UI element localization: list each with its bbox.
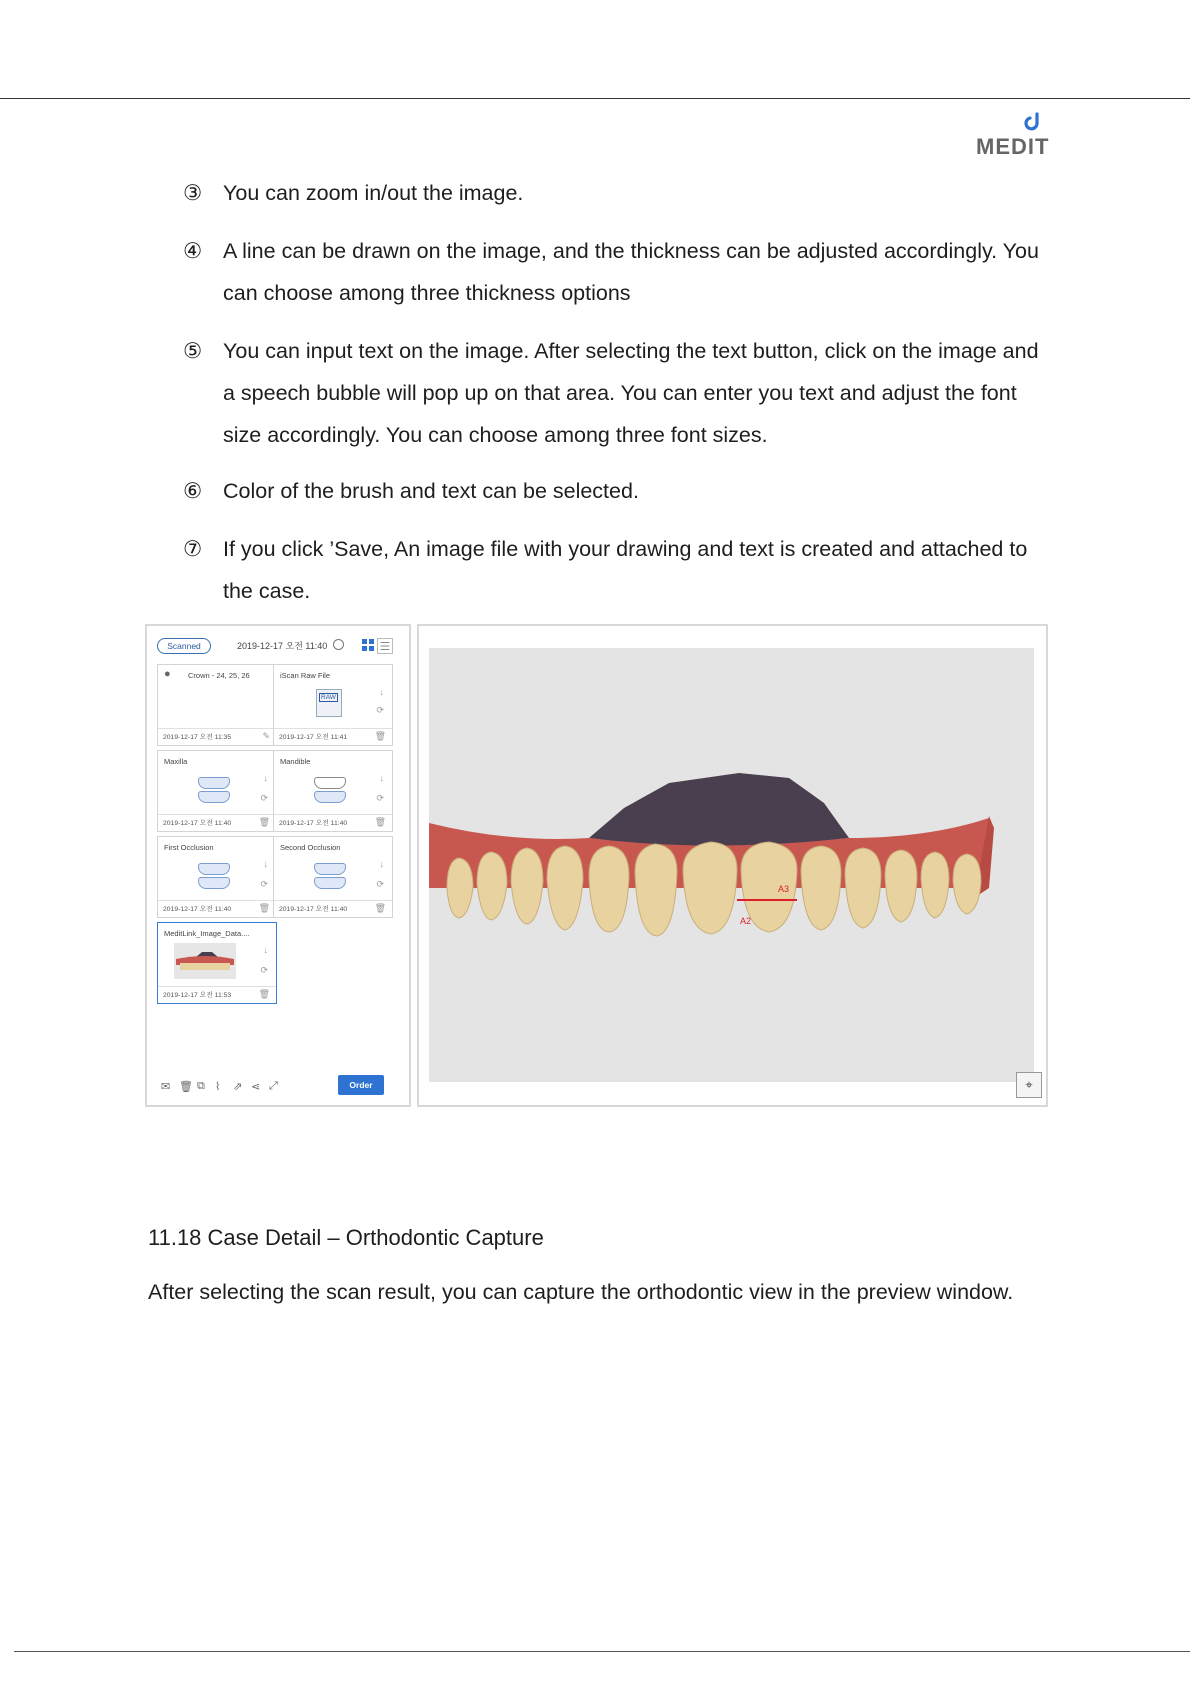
raw-badge: RAW [321, 694, 336, 701]
download-icon[interactable]: ↓ [263, 859, 268, 869]
card-title: iScan Raw File [280, 671, 331, 680]
file-card-mandible[interactable] [273, 750, 393, 832]
edit-icon[interactable]: ✎ [262, 731, 270, 741]
file-card-raw[interactable] [273, 664, 393, 746]
card-title: Second Occlusion [280, 843, 341, 852]
step-number: ⑤ [183, 339, 203, 363]
sync-icon[interactable]: ⟳ [376, 879, 384, 889]
step-text: If you click ’Save, An image file with your drawing and text is created and attached to the case. [223, 537, 1028, 603]
step-5 [183, 330, 1053, 456]
download-icon[interactable]: ↓ [263, 945, 268, 955]
history-clock-icon[interactable] [333, 639, 344, 650]
card-date: 2019-12-17 오전 11:40 [279, 820, 348, 827]
download-icon[interactable]: ↓ [263, 773, 268, 783]
card-title: MeditLink_Image_Data.... [164, 929, 250, 938]
brand-name: MEDIT [976, 134, 1050, 159]
download-icon[interactable]: ↓ [379, 687, 384, 697]
annotation-label-a2: A2 [740, 916, 752, 926]
order-button[interactable]: Order [338, 1075, 384, 1095]
panel-header [157, 638, 401, 658]
fit-view-icon[interactable]: ⌖ [1016, 1072, 1042, 1098]
lower-jaw-icon [198, 877, 230, 889]
upper-jaw-icon [314, 777, 346, 789]
export-icon[interactable]: ⇗ [233, 1081, 243, 1093]
card-date: 2019-12-17 오전 11:40 [163, 820, 232, 827]
card-title: First Occlusion [164, 843, 214, 852]
step-6 [183, 470, 1053, 512]
step-text: A line can be drawn on the image, and the thickness can be adjusted accordingly. You can choose among three thickness options [223, 239, 1039, 305]
scanned-status-pill[interactable]: Scanned [157, 638, 211, 654]
card-title: Mandible [280, 757, 311, 766]
trash-icon[interactable]: 🗑 [179, 1081, 193, 1093]
upper-jaw-icon [198, 863, 230, 875]
annotation-label-a3: A3 [778, 884, 790, 894]
sync-icon[interactable]: ⟳ [260, 965, 268, 975]
list-view-icon[interactable] [377, 638, 393, 654]
image-viewer [417, 624, 1048, 1107]
file-card-image-data[interactable] [157, 922, 277, 1004]
file-card-second-occlusion[interactable] [273, 836, 393, 918]
download-icon[interactable]: ↓ [379, 773, 384, 783]
header-rule [0, 98, 1190, 99]
trash-icon[interactable]: 🗑 [374, 817, 386, 827]
step-4 [183, 230, 1053, 314]
lower-jaw-icon [198, 791, 230, 803]
dental-scan-image [429, 648, 1034, 1082]
trash-icon[interactable]: 🗑 [258, 903, 270, 913]
card-date: 2019-12-17 오전 11:41 [279, 734, 348, 741]
lower-jaw-icon [314, 791, 346, 803]
expand-icon[interactable]: ⤢ [269, 1080, 278, 1092]
step-text: Color of the brush and text can be selected. [223, 479, 639, 503]
footer-rule [14, 1651, 1190, 1652]
card-date: 2019-12-17 오전 11:40 [163, 906, 232, 913]
mail-icon[interactable]: ✉ [161, 1081, 171, 1093]
header-date: 2019-12-17 오전 11:40 [237, 641, 328, 651]
step-3 [183, 172, 1053, 214]
trash-icon[interactable]: 🗑 [374, 903, 386, 913]
panel-footer [157, 1075, 401, 1097]
file-list-panel [145, 624, 411, 1107]
step-number: ③ [183, 181, 203, 205]
card-title: Maxilla [164, 757, 188, 766]
raw-file-icon [316, 689, 342, 717]
section-paragraph: After selecting the scan result, you can capture the orthodontic view in the preview window. [148, 1280, 1014, 1304]
step-number: ⑥ [183, 479, 203, 503]
share-icon[interactable]: ⋖ [251, 1081, 261, 1093]
file-card-crown[interactable] [157, 664, 277, 746]
section-heading: 11.18 Case Detail – Orthodontic Capture [148, 1225, 544, 1250]
card-date: 2019-12-17 오전 11:53 [163, 992, 232, 999]
trash-icon[interactable]: 🗑 [258, 817, 270, 827]
sync-icon[interactable]: ⟳ [260, 793, 268, 803]
grid-view-icon[interactable] [361, 638, 375, 652]
case-detail-screenshot [145, 624, 1048, 1107]
image-thumbnail [174, 943, 236, 979]
sync-icon[interactable]: ⟳ [376, 705, 384, 715]
upper-jaw-icon [198, 777, 230, 789]
attach-icon[interactable]: ⌇ [215, 1081, 221, 1093]
file-card-first-occlusion[interactable] [157, 836, 277, 918]
card-date: 2019-12-17 오전 11:35 [163, 734, 232, 741]
card-date: 2019-12-17 오전 11:40 [279, 906, 348, 913]
step-number: ⑦ [183, 537, 203, 561]
sync-icon[interactable]: ⟳ [260, 879, 268, 889]
copy-icon[interactable]: ⧉ [197, 1080, 205, 1092]
lower-jaw-icon [314, 877, 346, 889]
tooth-icon: ● [164, 668, 171, 680]
medit-logo [976, 112, 1050, 162]
step-7 [183, 528, 1053, 612]
sync-icon[interactable]: ⟳ [376, 793, 384, 803]
step-number: ④ [183, 239, 203, 263]
trash-icon[interactable]: 🗑 [374, 731, 386, 741]
upper-jaw-icon [314, 863, 346, 875]
step-text: You can zoom in/out the image. [223, 181, 524, 205]
trash-icon[interactable]: 🗑 [258, 989, 270, 999]
viewer-canvas[interactable] [429, 648, 1034, 1082]
card-title: Crown - 24, 25, 26 [188, 671, 250, 680]
download-icon[interactable]: ↓ [379, 859, 384, 869]
file-card-maxilla[interactable] [157, 750, 277, 832]
medit-logo-mark-icon [1022, 112, 1042, 134]
step-text: You can input text on the image. After selecting the text button, click on the image and a speech bubble will pop up on that area. You can enter you text and adjust the font size accordingly. You can choose among three font sizes. [223, 339, 1039, 447]
